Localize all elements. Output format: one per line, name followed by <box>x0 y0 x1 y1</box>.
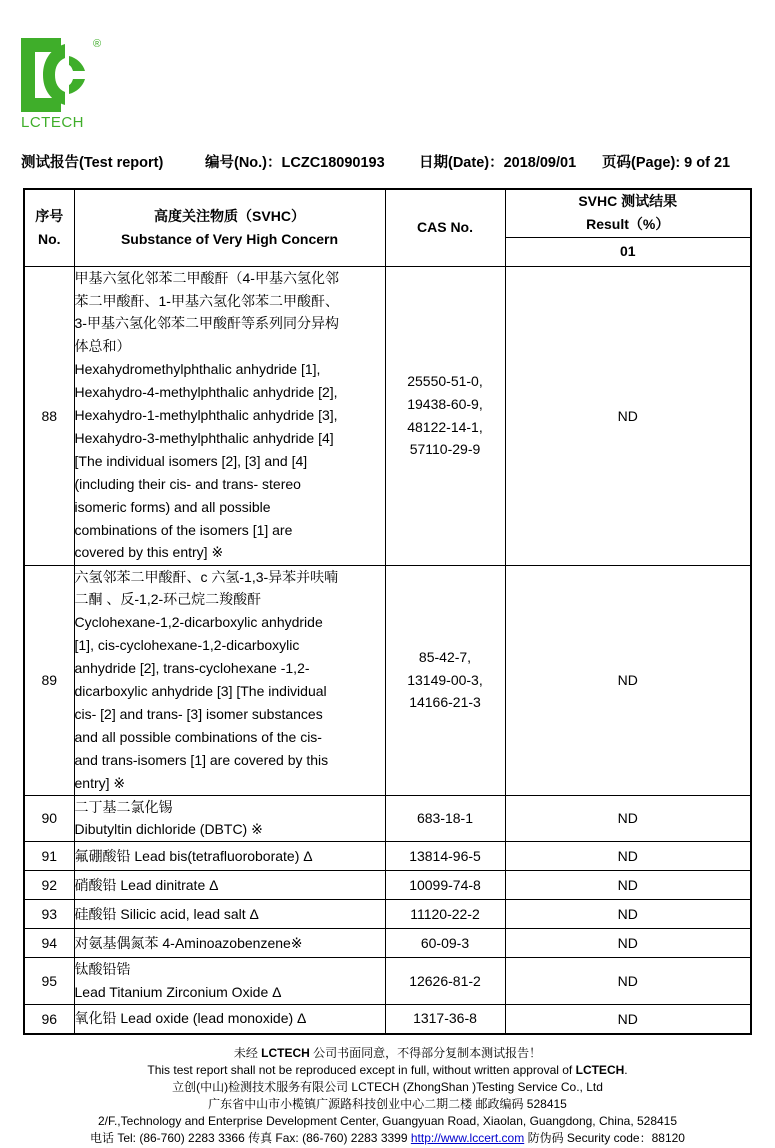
footer-text: 未经 <box>233 1046 262 1060</box>
substance-cell <box>74 795 385 842</box>
cas-number: 13149-00-3, <box>407 671 483 688</box>
substance-cell <box>74 929 385 958</box>
page-footer <box>0 1045 775 1147</box>
substance-line: isomeric forms) and all possible <box>74 498 271 515</box>
footer-address-cn: 广东省中山市小榄镇广源路科技创业中心二期二楼 邮政编码 528415 <box>208 1097 567 1111</box>
result-cell: ND <box>505 266 751 565</box>
registered-mark: ® <box>93 38 102 50</box>
substance-line: Hexahydro-4-methylphthalic anhydride [2], <box>74 384 338 401</box>
substance-line: covered by this entry] ※ <box>74 544 224 561</box>
substance-line: and all possible combinations of the cis- <box>74 728 322 745</box>
substance-cell <box>74 958 385 1005</box>
row-number: 95 <box>24 958 74 1005</box>
cas-number: 10099-74-8 <box>409 876 481 893</box>
cas-cell <box>385 266 505 565</box>
footer-notice-en <box>0 1062 775 1079</box>
substance-line: anhydride [2], trans-cyclohexane -1,2- <box>74 660 310 677</box>
report-date: 日期(Date)：2018/09/01 <box>419 155 577 171</box>
cas-number: 683-18-1 <box>416 810 474 827</box>
website-link[interactable]: http://www.lccert.com <box>410 1131 525 1145</box>
substance-cell <box>74 871 385 900</box>
substance-line: Hexahydromethylphthalic anhydride [1], <box>74 361 321 378</box>
row-number: 93 <box>24 900 74 929</box>
result-cell: ND <box>505 795 751 842</box>
cas-cell <box>385 842 505 871</box>
substance-line: (including their cis- and trans- stereo <box>74 475 301 492</box>
footer-address-en: 2/F.,Technology and Enterprise Development Center, Guangyuan Road, Xiaolan, Guangdong, China, 528415 <box>97 1114 678 1128</box>
substance-cell <box>74 1005 385 1034</box>
cas-cell <box>385 958 505 1005</box>
footer-text: This test report shall not be reproduced except in full, without written approval of <box>147 1063 576 1077</box>
substance-line: 氧化铅 Lead oxide (lead monoxide) Δ <box>74 1010 307 1027</box>
header-substance-cn: 高度关注物质（SVHC） <box>154 207 305 224</box>
substance-line: 六氢邻苯二甲酸酐、c 六氢-1,3-异苯并呋喃 <box>74 568 339 585</box>
substance-line: combinations of the isomers [1] are <box>74 521 293 538</box>
substance-line: dicarboxylic anhydride [3] [The individual <box>74 683 327 700</box>
substance-line: 对氨基偶氮苯 4-Aminoazobenzene※ <box>74 934 303 951</box>
cas-number: 57110-29-9 <box>409 441 481 458</box>
header-no <box>24 189 74 266</box>
cas-number: 60-09-3 <box>420 934 470 951</box>
cas-number: 1317-36-8 <box>413 1010 477 1027</box>
table-row <box>24 1005 751 1034</box>
row-number: 89 <box>24 565 74 795</box>
result-cell: ND <box>505 1005 751 1034</box>
substance-line: Dibutyltin dichloride (DBTC) ※ <box>74 821 263 838</box>
company-logo <box>21 38 111 138</box>
cas-cell <box>385 900 505 929</box>
cas-number: 85-42-7, <box>418 648 472 665</box>
row-number: 88 <box>24 266 74 565</box>
header-no-en: No. <box>37 230 61 247</box>
table-row <box>24 929 751 958</box>
footer-brand: LCTECH <box>261 1046 310 1060</box>
substance-line: 钛酸铅锆 <box>74 961 131 978</box>
report-page: 页码(Page): 9 of 21 <box>602 155 731 171</box>
row-number: 92 <box>24 871 74 900</box>
result-cell: ND <box>505 900 751 929</box>
substance-line: and trans-isomers [1] are covered by this <box>74 751 329 768</box>
row-number: 90 <box>24 795 74 842</box>
row-number: 94 <box>24 929 74 958</box>
substance-line: cis- [2] and trans- [3] isomer substances <box>74 705 323 722</box>
result-cell: ND <box>505 565 751 795</box>
row-number: 96 <box>24 1005 74 1034</box>
cas-cell <box>385 795 505 842</box>
footer-notice-cn <box>0 1045 775 1062</box>
substance-cell <box>74 900 385 929</box>
cas-cell <box>385 871 505 900</box>
substance-line: Cyclohexane-1,2-dicarboxylic anhydride <box>74 614 323 631</box>
footer-brand: LCTECH <box>575 1063 625 1077</box>
cas-number: 11120-22-2 <box>410 905 480 922</box>
substance-line: Hexahydro-1-methylphthalic anhydride [3], <box>74 407 338 424</box>
substance-cell <box>74 842 385 871</box>
report-header <box>21 151 756 171</box>
substance-line: 二酮 、反-1,2-环己烷二羧酸酐 <box>74 591 262 608</box>
footer-contact <box>0 1130 775 1147</box>
cas-cell <box>385 929 505 958</box>
substance-line: [1], cis-cyclohexane-1,2-dicarboxylic <box>74 637 300 654</box>
footer-text: . <box>624 1063 628 1077</box>
table-row <box>24 565 751 795</box>
header-substance-en: Substance of Very High Concern <box>120 230 339 247</box>
substance-line: 氟硼酸铅 Lead bis(tetrafluoroborate) Δ <box>74 847 313 864</box>
report-number: 编号(No.)：LCZC18090193 <box>205 155 385 171</box>
result-cell: ND <box>505 842 751 871</box>
header-result <box>505 189 751 237</box>
table-row <box>24 871 751 900</box>
substance-line: entry] ※ <box>74 774 126 791</box>
cas-cell <box>385 1005 505 1034</box>
substance-line: 甲基六氢化邻苯二甲酸酐（4-甲基六氢化邻 <box>74 269 339 286</box>
footer-phone-fax: 电话 Tel: (86-760) 2283 3366 传真 Fax: (86-760) 2283 3399 <box>90 1131 411 1145</box>
substance-line: 体总和） <box>74 338 131 355</box>
table-row <box>24 266 751 565</box>
table-row <box>24 795 751 842</box>
footer-security-code: 防伪码 Security code：88120 <box>524 1131 685 1145</box>
header-result-en: Result（%） <box>586 216 670 233</box>
header-result-cn: SVHC 测试结果 <box>578 193 678 210</box>
header-no-cn: 序号 <box>35 207 64 224</box>
substance-line: Hexahydro-3-methylphthalic anhydride [4] <box>74 429 334 446</box>
substance-cell <box>74 565 385 795</box>
table-row <box>24 958 751 1005</box>
header-result-col: 01 <box>505 237 751 266</box>
footer-company: 立创(中山)检测技术服务有限公司 LCTECH (ZhongShan )Testing Service Co., Ltd <box>172 1080 603 1094</box>
cas-number: 12626-81-2 <box>409 972 481 989</box>
result-cell: ND <box>505 929 751 958</box>
table-row <box>24 900 751 929</box>
table-row <box>24 842 751 871</box>
header-cas: CAS No. <box>385 189 505 266</box>
cas-number: 25550-51-0, <box>407 372 483 389</box>
cas-number: 13814-96-5 <box>409 847 481 864</box>
substance-cell <box>74 266 385 565</box>
lctech-logo-icon <box>21 38 93 112</box>
cas-cell <box>385 565 505 795</box>
result-cell: ND <box>505 871 751 900</box>
substance-line: [The individual isomers [2], [3] and [4] <box>74 452 308 469</box>
substance-line: 硅酸铅 Silicic acid, lead salt Δ <box>74 905 259 922</box>
header-substance <box>74 189 385 266</box>
logo-brand-text: LCTECH <box>21 114 85 131</box>
cas-number: 19438-60-9, <box>407 395 483 412</box>
footer-text: 公司书面同意，不得部分复制本测试报告！ <box>309 1046 542 1060</box>
substance-line: 硝酸铅 Lead dinitrate Δ <box>74 876 219 893</box>
table-body <box>24 266 751 1034</box>
substance-line: Lead Titanium Zirconium Oxide Δ <box>74 984 282 1001</box>
result-cell: ND <box>505 958 751 1005</box>
cas-number: 48122-14-1, <box>407 418 483 435</box>
report-title: 测试报告(Test report) <box>21 155 164 171</box>
substance-line: 3-甲基六氢化邻苯二甲酸酐等系列同分异构 <box>74 315 339 332</box>
svhc-results-table <box>23 188 752 1035</box>
row-number: 91 <box>24 842 74 871</box>
substance-line: 二丁基二氯化锡 <box>74 798 173 815</box>
substance-line: 苯二甲酸酐、1-甲基六氢化邻苯二甲酸酐、 <box>74 292 339 309</box>
cas-number: 14166-21-3 <box>409 694 481 711</box>
